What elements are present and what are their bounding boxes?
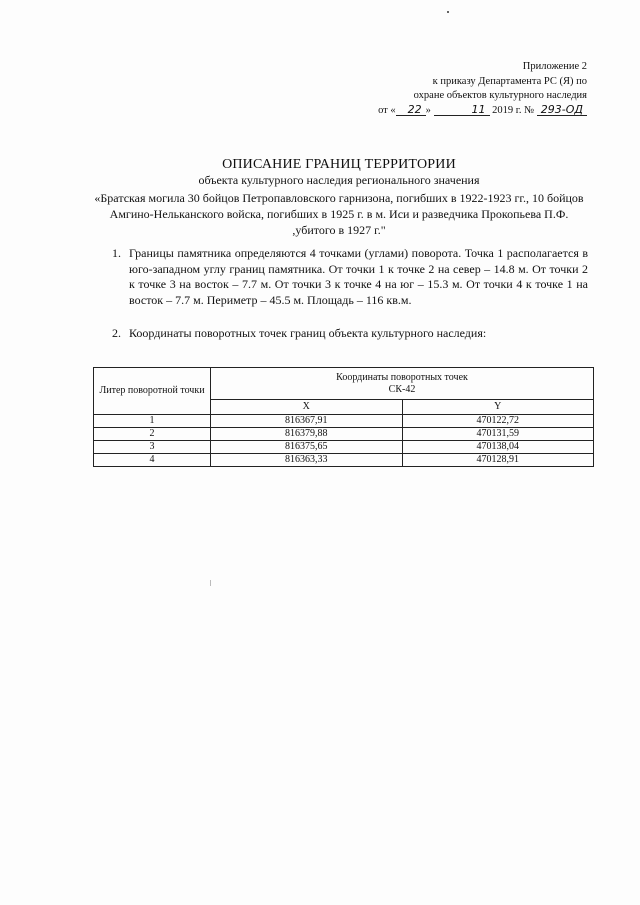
point-cell: 2: [94, 428, 211, 441]
appendix-header: [378, 60, 587, 118]
appendix-department-line: охране объектов культурного наследия: [413, 90, 587, 101]
scan-mark: [210, 580, 211, 586]
liter-header: Литер поворотной точки: [94, 368, 211, 415]
paragraph-text: Координаты поворотных точек границ объекта культурного наследия:: [129, 326, 487, 340]
x-cell: 816375,65: [211, 441, 403, 454]
date-prefix: от «: [378, 104, 396, 116]
y-header: Y: [402, 400, 594, 415]
appendix-title: Приложение 2: [522, 61, 587, 72]
handwritten-day: 22: [396, 104, 426, 116]
y-cell: 470128,91: [402, 454, 594, 467]
handwritten-month: 11: [434, 104, 490, 116]
appendix-order-line: к приказу Департамента РС (Я) по: [432, 75, 587, 87]
object-name: «Братская могила 30 бойцов Петропавловского гарнизона, погибших в 1922-1923 гг., 10 бойцов Амгино-Нельканского войска, погибших в 1925 г. в м. Иси и разведчика Прокопьева П.Ф. ,убитого в 1927 г.": [94, 191, 584, 237]
table-row: [94, 441, 594, 454]
point-cell: 1: [94, 415, 211, 428]
handwritten-order-number: 293-ОД: [537, 104, 587, 116]
paragraph-number: 1.: [112, 246, 121, 260]
y-cell: 470131,59: [402, 428, 594, 441]
paragraph-coordinates: [112, 326, 588, 342]
x-cell: 816363,33: [211, 454, 403, 467]
point-cell: 3: [94, 441, 211, 454]
date-year: 2019 г. №: [492, 104, 535, 116]
x-cell: 816379,88: [211, 428, 403, 441]
paragraph-number: 2.: [112, 326, 121, 340]
point-cell: 4: [94, 454, 211, 467]
document-title: ОПИСАНИЕ ГРАНИЦ ТЕРРИТОРИИ: [222, 157, 456, 172]
table-row: [94, 415, 594, 428]
coordinates-table: [93, 367, 594, 467]
title-block: [90, 156, 588, 238]
appendix-date-line: [378, 104, 587, 119]
scan-speck: [447, 11, 449, 13]
paragraphs: [112, 246, 588, 342]
document-subtitle: объекта культурного наследия регионального значения: [198, 173, 480, 187]
table-row: [94, 454, 594, 467]
coordinates-header-line2: СК-42: [388, 383, 416, 395]
coordinates-header-line1: Координаты поворотных точек: [336, 371, 468, 383]
table-row: [94, 428, 594, 441]
coordinates-header: [211, 368, 594, 400]
table-header-row: [94, 368, 594, 400]
x-header: X: [211, 400, 403, 415]
x-cell: 816367,91: [211, 415, 403, 428]
date-mid: »: [425, 104, 431, 116]
y-cell: 470122,72: [402, 415, 594, 428]
y-cell: 470138,04: [402, 441, 594, 454]
paragraph-text: Границы памятника определяются 4 точками (углами) поворота. Точка 1 располагается в юго-западном углу границ памятника. От точки 1 к точке 2 на север – 14.8 м. От точки 2 к точке 3 на восток – 7.7 м. От точки 3 к точке 4 на юг – 15.3 м. От точки 4 к точке 1 на восток – 7.7 м. Периметр – 45.5 м. Площадь – 116 кв.м.: [129, 246, 588, 307]
paragraph-boundaries: [112, 246, 588, 308]
